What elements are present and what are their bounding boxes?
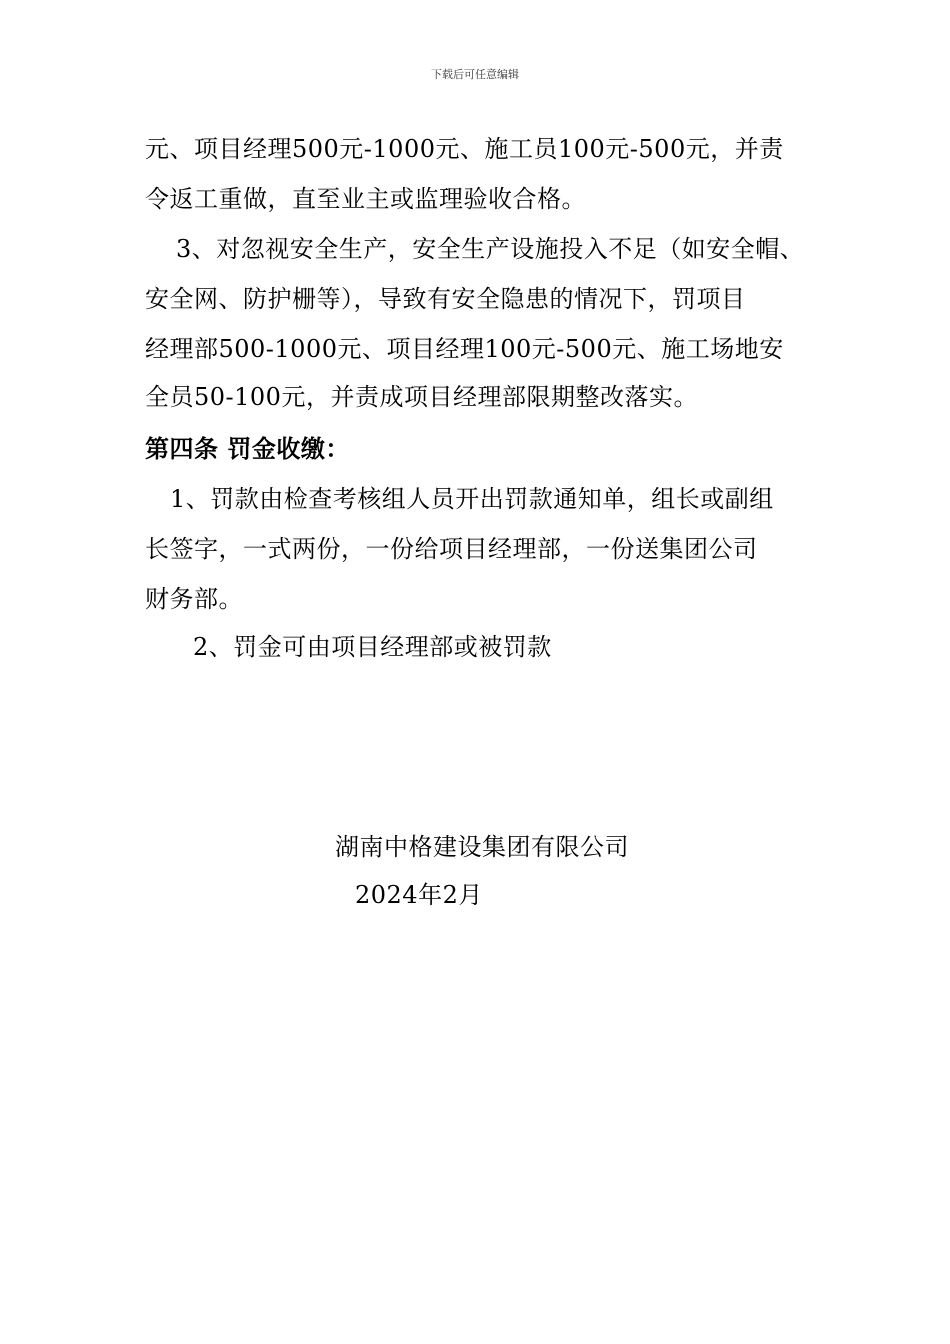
article-heading: 第四条 罚金收缴： bbox=[145, 434, 350, 463]
paragraph-line: 3、对忽视安全生产，安全生产设施投入不足（如安全帽、 bbox=[176, 235, 805, 263]
paragraph-line: 长签字，一式两份，一份给项目经理部，一份送集团公司 bbox=[145, 535, 758, 563]
paragraph-line: 安全网、防护栅等），导致有安全隐患的情况下，罚项目 bbox=[145, 285, 746, 313]
paragraph-line: 元、项目经理500元-1000元、施工员100元-500元，并责 bbox=[145, 135, 784, 163]
page-header-note: 下载后可任意编辑 bbox=[431, 68, 519, 81]
paragraph-line: 经理部500-1000元、项目经理100元-500元、施工场地安 bbox=[145, 335, 784, 363]
signature-date: 2024年2月 bbox=[355, 881, 483, 909]
paragraph-line: 财务部。 bbox=[145, 585, 243, 613]
paragraph-line: 令返工重做，直至业主或监理验收合格。 bbox=[145, 185, 586, 213]
paragraph-line: 全员50-100元，并责成项目经理部限期整改落实。 bbox=[145, 383, 698, 411]
signature-company: 湖南中格建设集团有限公司 bbox=[335, 833, 629, 861]
paragraph-line: 2、罚金可由项目经理部或被罚款 bbox=[193, 633, 552, 661]
paragraph-line: 1、罚款由检查考核组人员开出罚款通知单，组长或副组 bbox=[170, 485, 774, 513]
